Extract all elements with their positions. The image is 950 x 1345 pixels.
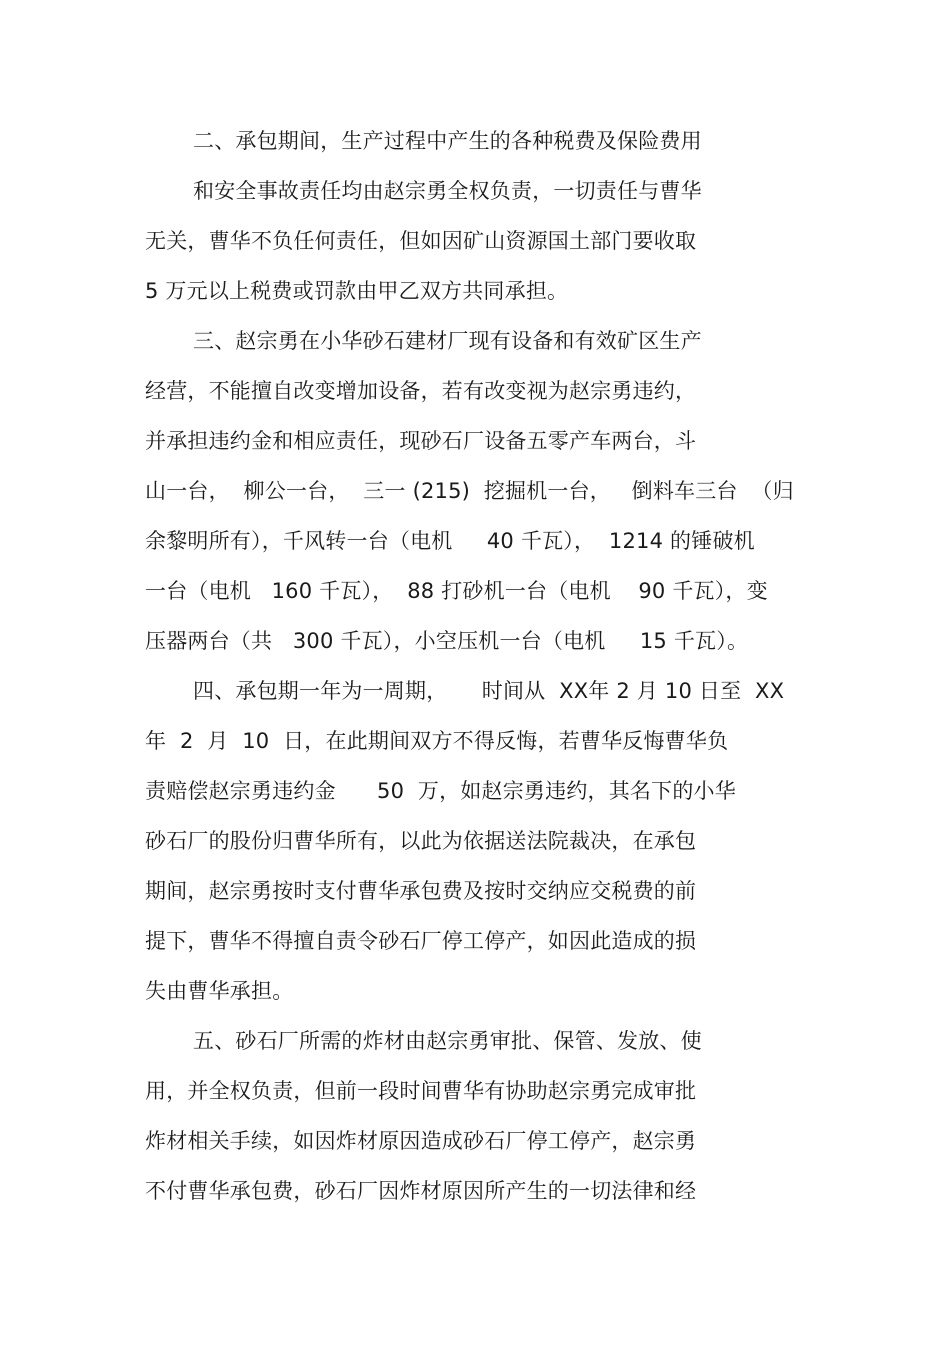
text-line: 五、砂石厂所需的炸材由赵宗勇审批、保管、发放、使 — [193, 1029, 702, 1053]
text-line: 失由曹华承担。 — [145, 979, 294, 1003]
text-line: 不付曹华承包费，砂石厂因炸材原因所产生的一切法律和经 — [145, 1179, 697, 1203]
text-line: 用，并全权负责，但前一段时间曹华有协助赵宗勇完成审批 — [145, 1079, 697, 1103]
text-line: 提下，曹华不得擅自责令砂石厂停工停产，如因此造成的损 — [145, 929, 697, 953]
text-line: 和安全事故责任均由赵宗勇全权负责，一切责任与曹华 — [193, 179, 702, 203]
text-line: 压器两台（共 300 千瓦），小空压机一台（电机 15 千瓦）。 — [145, 629, 749, 653]
text-line: 山一台， 柳公一台， 三一 (215) 挖掘机一台， 倒料车三台 （归 — [145, 479, 794, 503]
text-line: 并承担违约金和相应责任，现砂石厂设备五零产车两台，斗 — [145, 429, 697, 453]
text-line: 年 2 月 10 日，在此期间双方不得反悔，若曹华反悔曹华负 — [145, 729, 729, 753]
text-line: 期间，赵宗勇按时支付曹华承包费及按时交纳应交税费的前 — [145, 879, 697, 903]
text-line: 一台（电机 160 千瓦）， 88 打砂机一台（电机 90 千瓦），变 — [145, 579, 768, 603]
text-line: 砂石厂的股份归曹华所有，以此为依据送法院裁决，在承包 — [145, 829, 697, 853]
text-line: 二、承包期间，生产过程中产生的各种税费及保险费用 — [193, 129, 702, 153]
text-line: 责赔偿赵宗勇违约金 50 万，如赵宗勇违约，其名下的小华 — [145, 779, 736, 803]
text-line: 5 万元以上税费或罚款由甲乙双方共同承担。 — [145, 279, 569, 303]
text-line: 三、赵宗勇在小华砂石建材厂现有设备和有效矿区生产 — [193, 329, 702, 353]
text-line: 炸材相关手续，如因炸材原因造成砂石厂停工停产，赵宗勇 — [145, 1129, 697, 1153]
text-line: 四、承包期一年为一周期， 时间从 XX年 2 月 10 日至 XX — [193, 679, 785, 703]
text-line: 余黎明所有），千风转一台（电机 40 千瓦）， 1214 的锤破机 — [145, 529, 755, 553]
text-line: 经营，不能擅自改变增加设备，若有改变视为赵宗勇违约， — [145, 379, 697, 403]
text-line: 无关，曹华不负任何责任，但如因矿山资源国土部门要收取 — [145, 229, 697, 253]
